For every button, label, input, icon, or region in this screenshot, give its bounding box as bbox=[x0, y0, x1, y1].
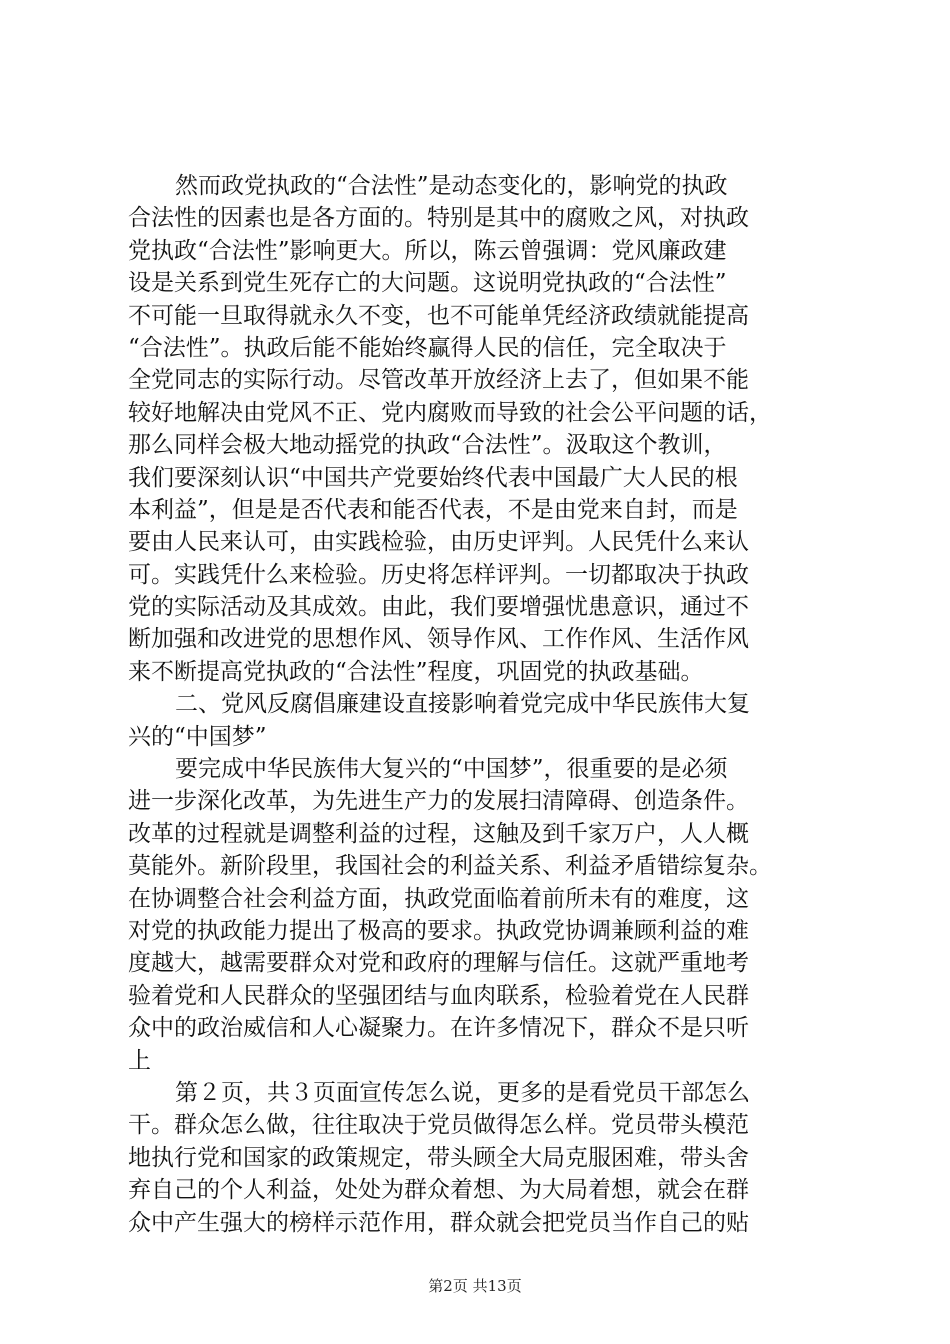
section-heading-continued: 兴的“中国梦” bbox=[128, 723, 267, 750]
text-line: 党的实际活动及其成效。由此，我们要增强忧患意识，通过不 bbox=[128, 594, 749, 621]
text-line: 对党的执政能力提出了极高的要求。执政党协调兼顾利益的难 bbox=[128, 917, 749, 944]
text-line: 度越大，越需要群众对党和政府的理解与信任。这就严重地考 bbox=[128, 950, 749, 977]
text-line: 上 bbox=[128, 1047, 151, 1074]
text-line: 不可能一旦取得就永久不变，也不可能单凭经济政绩就能提高 bbox=[128, 302, 749, 329]
text-line: 莫能外。新阶段里，我国社会的利益关系、利益矛盾错综复杂。 bbox=[128, 853, 772, 880]
text-line: 设是关系到党生死存亡的大问题。这说明党执政的“合法性” bbox=[128, 270, 727, 297]
text-line: 验着党和人民群众的坚强团结与血肉联系，检验着党在人民群 bbox=[128, 982, 749, 1009]
text-line: 要由人民来认可，由实践检验，由历史评判。人民凭什么来认 bbox=[128, 529, 749, 556]
text-line: 较好地解决由党风不正、党内腐败而导致的社会公平问题的话， bbox=[128, 399, 772, 426]
text-line: 要完成中华民族伟大复兴的“中国梦”，很重要的是必须 bbox=[175, 756, 728, 783]
text-line: “合法性”。执政后能不能始终赢得人民的信任，完全取决于 bbox=[128, 334, 727, 361]
text-line: 第２页，共３页面宣传怎么说，更多的是看党员干部怎么 bbox=[175, 1079, 750, 1106]
section-heading: 二、党风反腐倡廉建设直接影响着党完成中华民族伟大复 bbox=[175, 691, 750, 718]
text-line: 干。群众怎么做，往往取决于党员做得怎么样。党员带头模范 bbox=[128, 1112, 749, 1139]
text-line: 党执政“合法性”影响更大。所以，陈云曾强调：党风廉政建 bbox=[128, 237, 727, 264]
text-line: 然而政党执政的“合法性”是动态变化的，影响党的执政 bbox=[175, 173, 728, 199]
text-line: 众中的政治威信和人心凝聚力。在许多情况下，群众不是只听 bbox=[128, 1015, 749, 1042]
text-line: 来不断提高党执政的“合法性”程度，巩固党的执政基础。 bbox=[128, 658, 704, 685]
text-line: 众中产生强大的榜样示范作用，群众就会把党员当作自己的贴 bbox=[128, 1209, 749, 1236]
text-line: 断加强和改进党的思想作风、领导作风、工作作风、生活作风 bbox=[128, 626, 749, 653]
page-number-footer: 第2页 共13页 bbox=[428, 1277, 522, 1295]
document-body bbox=[128, 170, 833, 1239]
text-line: 全党同志的实际行动。尽管改革开放经济上去了，但如果不能 bbox=[128, 367, 749, 394]
text-line: 那么同样会极大地动摇党的执政“合法性”。汲取这个教训， bbox=[128, 432, 727, 459]
text-line: 进一步深化改革，为先进生产力的发展扫清障碍、创造条件。 bbox=[128, 788, 749, 815]
text-line: 在协调整合社会利益方面，执政党面临着前所未有的难度，这 bbox=[128, 885, 749, 912]
text-line: 我们要深刻认识“中国共产党要始终代表中国最广大人民的根 bbox=[128, 464, 738, 491]
text-line: 合法性的因素也是各方面的。特别是其中的腐败之风，对执政 bbox=[128, 205, 749, 232]
text-line: 可。实践凭什么来检验。历史将怎样评判。一切都取决于执政 bbox=[128, 561, 749, 588]
text-line: 本利益”，但是是否代表和能否代表，不是由党来自封，而是 bbox=[128, 496, 738, 523]
text-line: 改革的过程就是调整利益的过程，这触及到千家万户，人人概 bbox=[128, 820, 749, 847]
text-line: 弃自己的个人利益，处处为群众着想、为大局着想，就会在群 bbox=[128, 1177, 749, 1204]
text-line: 地执行党和国家的政策规定，带头顾全大局克服困难，带头舍 bbox=[128, 1144, 749, 1171]
